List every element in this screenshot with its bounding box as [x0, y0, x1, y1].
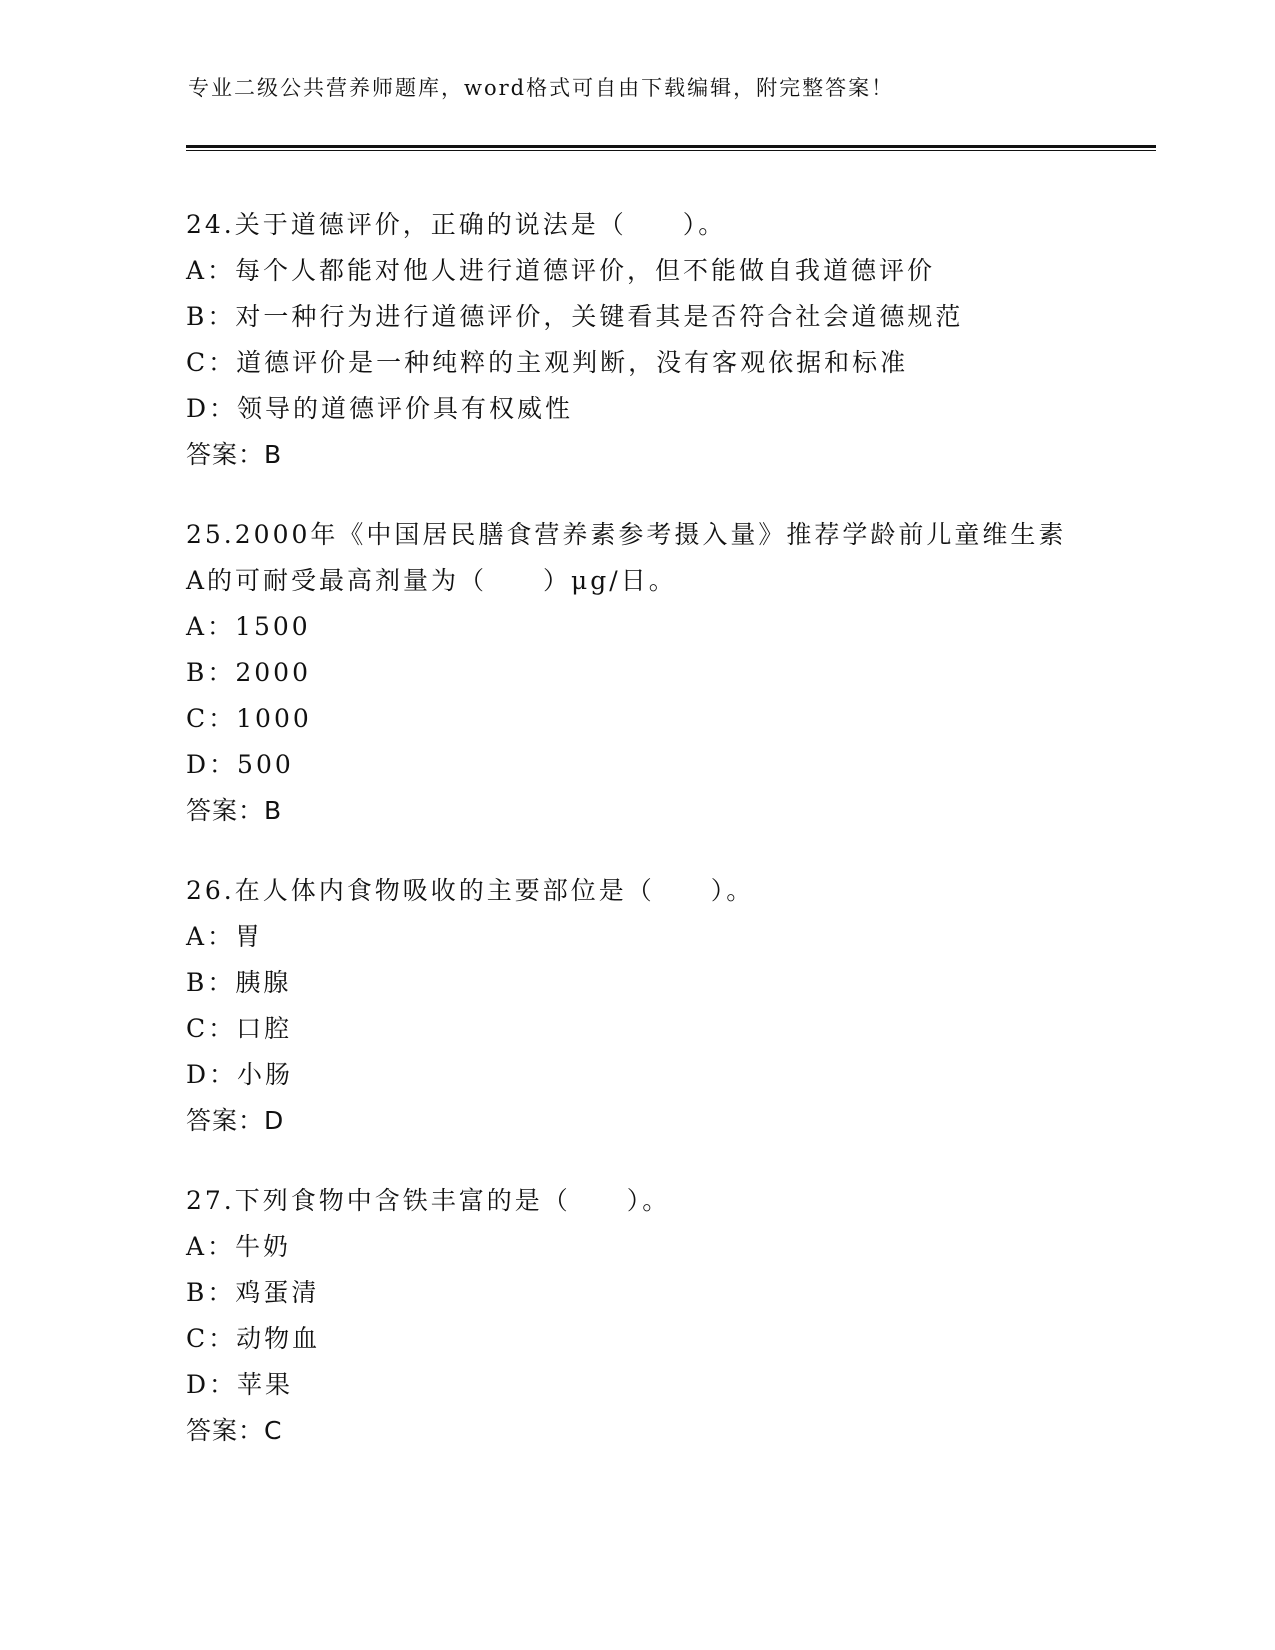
question-stem-continued: A的可耐受最高剂量为（ ）μg/日。 — [186, 566, 677, 595]
option-c: C：1000 — [186, 704, 312, 733]
option-d: D：小肠 — [186, 1060, 294, 1089]
question-26 — [186, 868, 1146, 1144]
option-a: A：牛奶 — [186, 1232, 292, 1261]
answer: 答案：C — [186, 1416, 283, 1445]
question-25 — [186, 512, 1146, 834]
question-27 — [186, 1178, 1146, 1454]
document-header: 专业二级公共营养师题库，word格式可自由下载编辑，附完整答案！ — [188, 76, 895, 100]
option-a: A：每个人都能对他人进行道德评价，但不能做自我道德评价 — [186, 256, 936, 285]
question-stem: 26.在人体内食物吸收的主要部位是（ ）。 — [186, 876, 755, 905]
option-a: A：胃 — [186, 922, 264, 951]
option-d: D：苹果 — [186, 1370, 294, 1399]
option-d: D：领导的道德评价具有权威性 — [186, 394, 574, 423]
question-24 — [186, 202, 1146, 478]
option-b: B：鸡蛋清 — [186, 1278, 320, 1307]
option-b: B：对一种行为进行道德评价，关键看其是否符合社会道德规范 — [186, 302, 964, 331]
question-stem: 27.下列食物中含铁丰富的是（ ）。 — [186, 1186, 671, 1215]
answer: 答案：B — [186, 796, 283, 825]
option-c: C：动物血 — [186, 1324, 321, 1353]
option-c: C：道德评价是一种纯粹的主观判断，没有客观依据和标准 — [186, 348, 909, 377]
question-stem: 24.关于道德评价，正确的说法是（ ）。 — [186, 210, 727, 239]
option-b: B：胰腺 — [186, 968, 292, 997]
option-c: C：口腔 — [186, 1014, 293, 1043]
answer: 答案：D — [186, 1106, 285, 1135]
option-d: D：500 — [186, 750, 294, 779]
question-stem: 25.2000年《中国居民膳食营养素参考摄入量》推荐学龄前儿童维生素 — [186, 520, 1067, 549]
answer: 答案：B — [186, 440, 283, 469]
question-list — [186, 202, 1146, 1488]
header-divider — [186, 145, 1156, 151]
option-b: B：2000 — [186, 658, 311, 687]
option-a: A：1500 — [186, 612, 311, 641]
